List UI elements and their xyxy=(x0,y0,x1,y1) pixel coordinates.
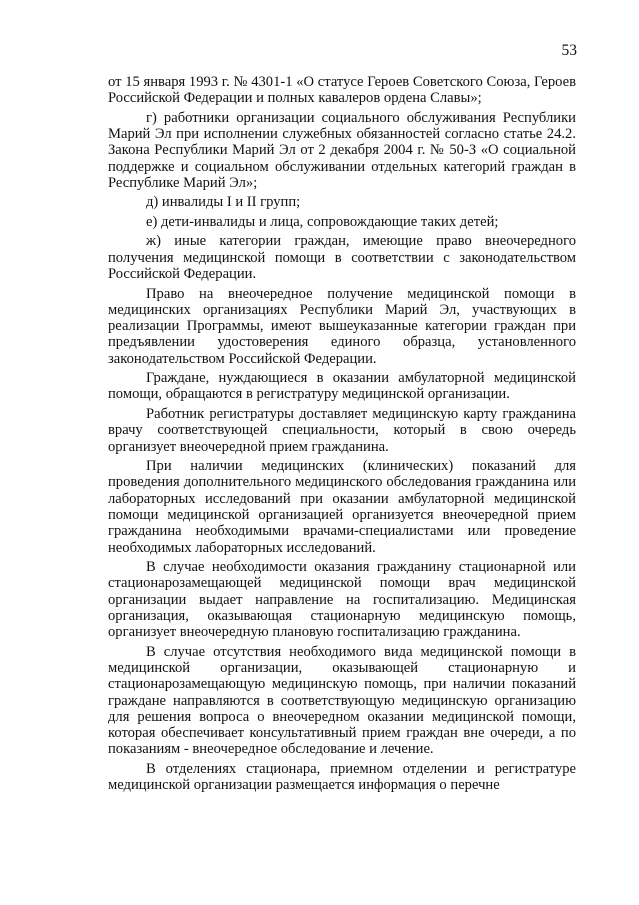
paragraph-priority-right: Право на внеочередное получение медицинской помощи в медицинских организациях Республики Марий Эл, участвующих в реализации Программы, имеют вышеуказанные категории граждан при предъявлении удостоверения единого образца, установленного законодательством Российской Федерации. xyxy=(108,285,576,367)
paragraph-item-d: д) инвалиды I и II групп; xyxy=(146,194,301,211)
paragraph-hospitalization: В случае необходимости оказания гражданину стационарной или стационарозамещающей медицинской помощи врач медицинской организации выдает направление на госпитализацию. Медицинская организация, оказывающая стационарную медицинскую помощь, организует внеочередную плановую госпитализацию гражданина. xyxy=(108,559,576,641)
page-number: 53 xyxy=(561,42,577,59)
paragraph-information-posting: В отделениях стационара, приемном отделении и регистратуре медицинской организации размещается информация о перечне xyxy=(108,760,576,794)
paragraph-item-zh: ж) иные категории граждан, имеющие право внеочередного получения медицинской помощи в соответствии с законодательством Российской Федерации. xyxy=(108,233,576,283)
paragraph-referral: В случае отсутствия необходимого вида медицинской помощи в медицинской организации, оказывающей стационарную и стационарозамещающую медицинскую помощь, при наличии показаний граждане направляются в соответствующую медицинскую организацию для решения вопроса о внеочередном оказании медицинской помощи, которая обеспечивает консультативный прием граждан вне очереди, а по показаниям - внеочередное обследование и лечение. xyxy=(108,643,576,758)
paragraph-item-e: е) дети-инвалиды и лица, сопровождающие таких детей; xyxy=(146,213,499,230)
paragraph-clinical-indications: При наличии медицинских (клинических) показаний для проведения дополнительного медицинского обследования гражданина или лабораторных исследований при оказании амбулаторной медицинской помощи медицинской организацией организуется внеочередной прием гражданина необходимыми врачами-специалистами или проведение необходимых лабораторных исследований. xyxy=(108,458,576,556)
document-body xyxy=(108,74,576,797)
paragraph-registry-worker: Работник регистратуры доставляет медицинскую карту гражданина врачу соответствующей специальности, который в свою очередь организует внеочередной прием гражданина. xyxy=(108,405,576,455)
paragraph-law-reference: от 15 января 1993 г. № 4301-1 «О статусе Героев Советского Союза, Героев Российской Федерации и полных кавалеров ордена Славы»; xyxy=(108,74,576,107)
paragraph-item-g: г) работники организации социального обслуживания Республики Марий Эл при исполнении служебных обязанностей согласно статье 24.2. Закона Республики Марий Эл от 2 декабря 2004 г. № 50-З «О социальной поддержке и социальном обслуживании отдельных категорий граждан в Республике Марий Эл»; xyxy=(108,109,576,191)
paragraph-outpatient-registration: Граждане, нуждающиеся в оказании амбулаторной медицинской помощи, обращаются в регистратуру медицинской организации. xyxy=(108,370,576,403)
